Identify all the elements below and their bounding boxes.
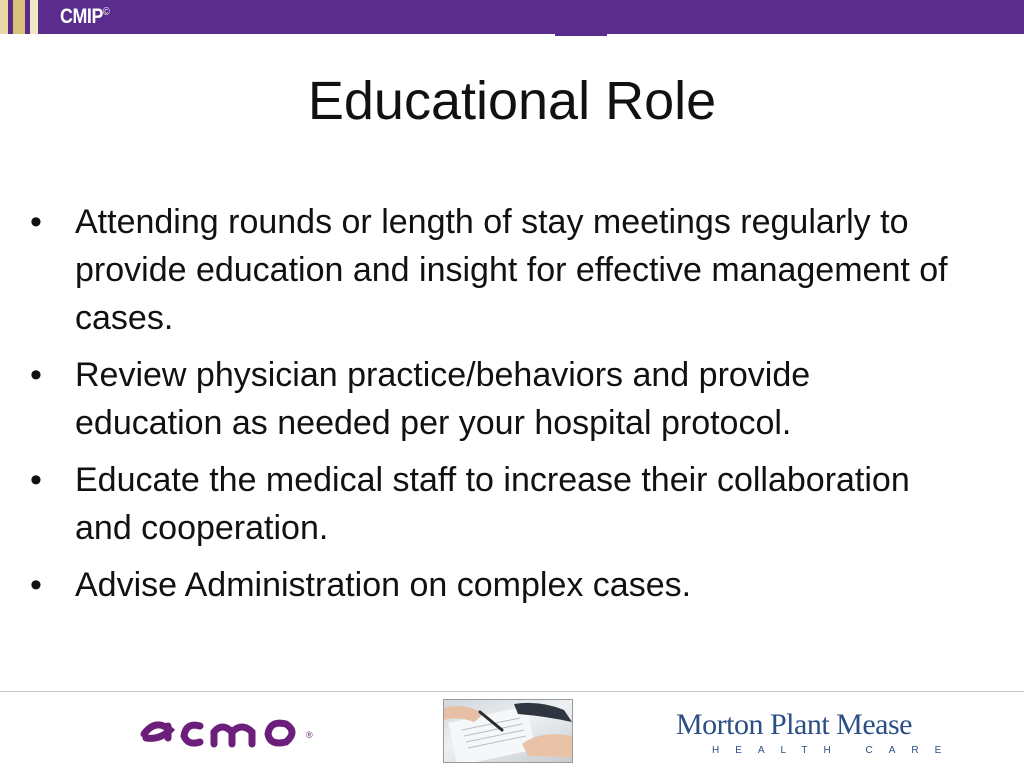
bullet-icon: •: [30, 566, 42, 604]
morton-plant-mease-logo: Morton Plant Mease: [676, 708, 912, 741]
bullet-icon: •: [30, 461, 42, 499]
photo-illustration: [444, 700, 572, 762]
bullet-item: [30, 456, 960, 552]
header-stripe: [13, 0, 25, 34]
bullet-text: Advise Administration on complex cases.: [75, 566, 692, 604]
acmo-logo: [138, 710, 318, 754]
bullet-icon: •: [30, 356, 42, 394]
header-bar: [0, 0, 1024, 34]
header-stripe: [30, 0, 38, 34]
header-stripe: [0, 0, 8, 34]
bullet-icon: •: [30, 203, 42, 241]
bullet-item: [30, 198, 960, 342]
header-notch: [555, 34, 607, 36]
handshake-documents-photo: [443, 699, 573, 763]
brand-logo: [60, 5, 109, 29]
bullet-item: [30, 351, 960, 447]
registered-mark: ®: [306, 730, 313, 740]
bullet-text: Review physician practice/behaviors and provide education as needed per your hospital protocol.: [75, 356, 811, 442]
health-care-subtitle: HEALTH CARE: [712, 745, 958, 756]
bullet-text: Attending rounds or length of stay meetings regularly to provide education and insight for effective management of cases.: [75, 203, 948, 337]
brand-mark: ©: [102, 6, 110, 18]
footer-divider: [0, 691, 1024, 692]
bullet-list: [30, 198, 960, 618]
bullet-text: Educate the medical staff to increase their collaboration and cooperation.: [75, 461, 910, 547]
bullet-item: [30, 561, 960, 609]
brand-text: CMIP: [60, 5, 103, 28]
slide-title: Educational Role: [307, 71, 717, 131]
